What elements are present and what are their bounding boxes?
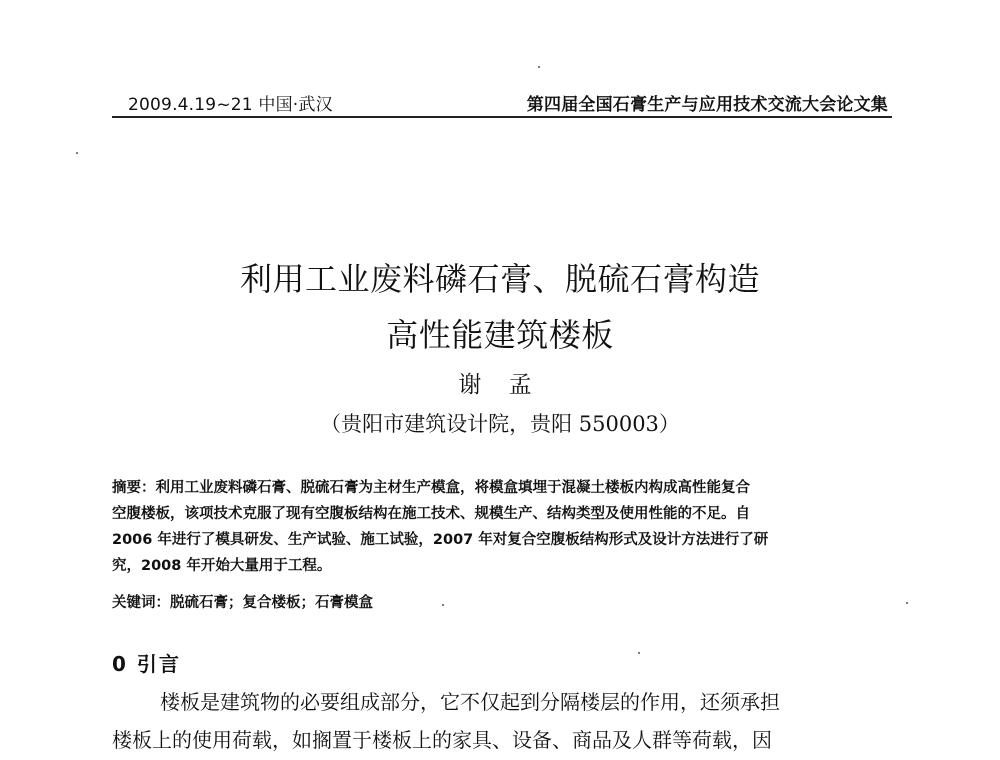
paper-title-line-1: 利用工业废料磷石膏、脱硫石膏构造: [239, 260, 760, 298]
abstract-line: 2006 年进行了模具研发、生产试验、施工试验，2007 年对复合空腹板结构形式及设计方法进行了研: [112, 532, 769, 548]
keywords: 关键词：脱硫石膏；复合楼板；石膏模盒: [112, 595, 373, 611]
scan-speck: [442, 604, 444, 606]
scan-speck: [76, 152, 78, 154]
abstract: [112, 475, 898, 579]
author-name: 谢 孟: [458, 372, 542, 398]
section-body: [112, 683, 898, 759]
abstract-line: 空腹楼板，该项技术克服了现有空腹板结构在施工技术、规模生产、结构类型及使用性能的不足。自: [112, 506, 750, 522]
scan-speck: [538, 66, 540, 68]
abstract-line: 究，2008 年开始大量用于工程。: [112, 558, 332, 574]
header-proceedings-title: 第四届全国石膏生产与应用技术交流大会论文集: [526, 95, 888, 115]
scan-speck: [638, 652, 640, 654]
paper-title-line-2: 高性能建筑楼板: [386, 316, 614, 354]
scan-speck: [906, 602, 908, 604]
header-date-location: 2009.4.19~21 中国·武汉: [128, 95, 333, 115]
header-rule: [112, 116, 892, 118]
abstract-line: 摘要：利用工业废料磷石膏、脱硫石膏为主材生产模盒，将模盒填埋于混凝土楼板内构成高性能复合: [112, 480, 750, 496]
running-header: [112, 88, 892, 114]
body-line: 楼板是建筑物的必要组成部分，它不仅起到分隔楼层的作用，还须承担: [160, 690, 780, 714]
author-affiliation: （贵阳市建筑设计院，贵阳 550003）: [320, 412, 680, 436]
section-heading: 0 引言: [112, 652, 181, 676]
body-line: 楼板上的使用荷载，如搁置于楼板上的家具、设备、商品及人群等荷载，因: [112, 728, 772, 752]
